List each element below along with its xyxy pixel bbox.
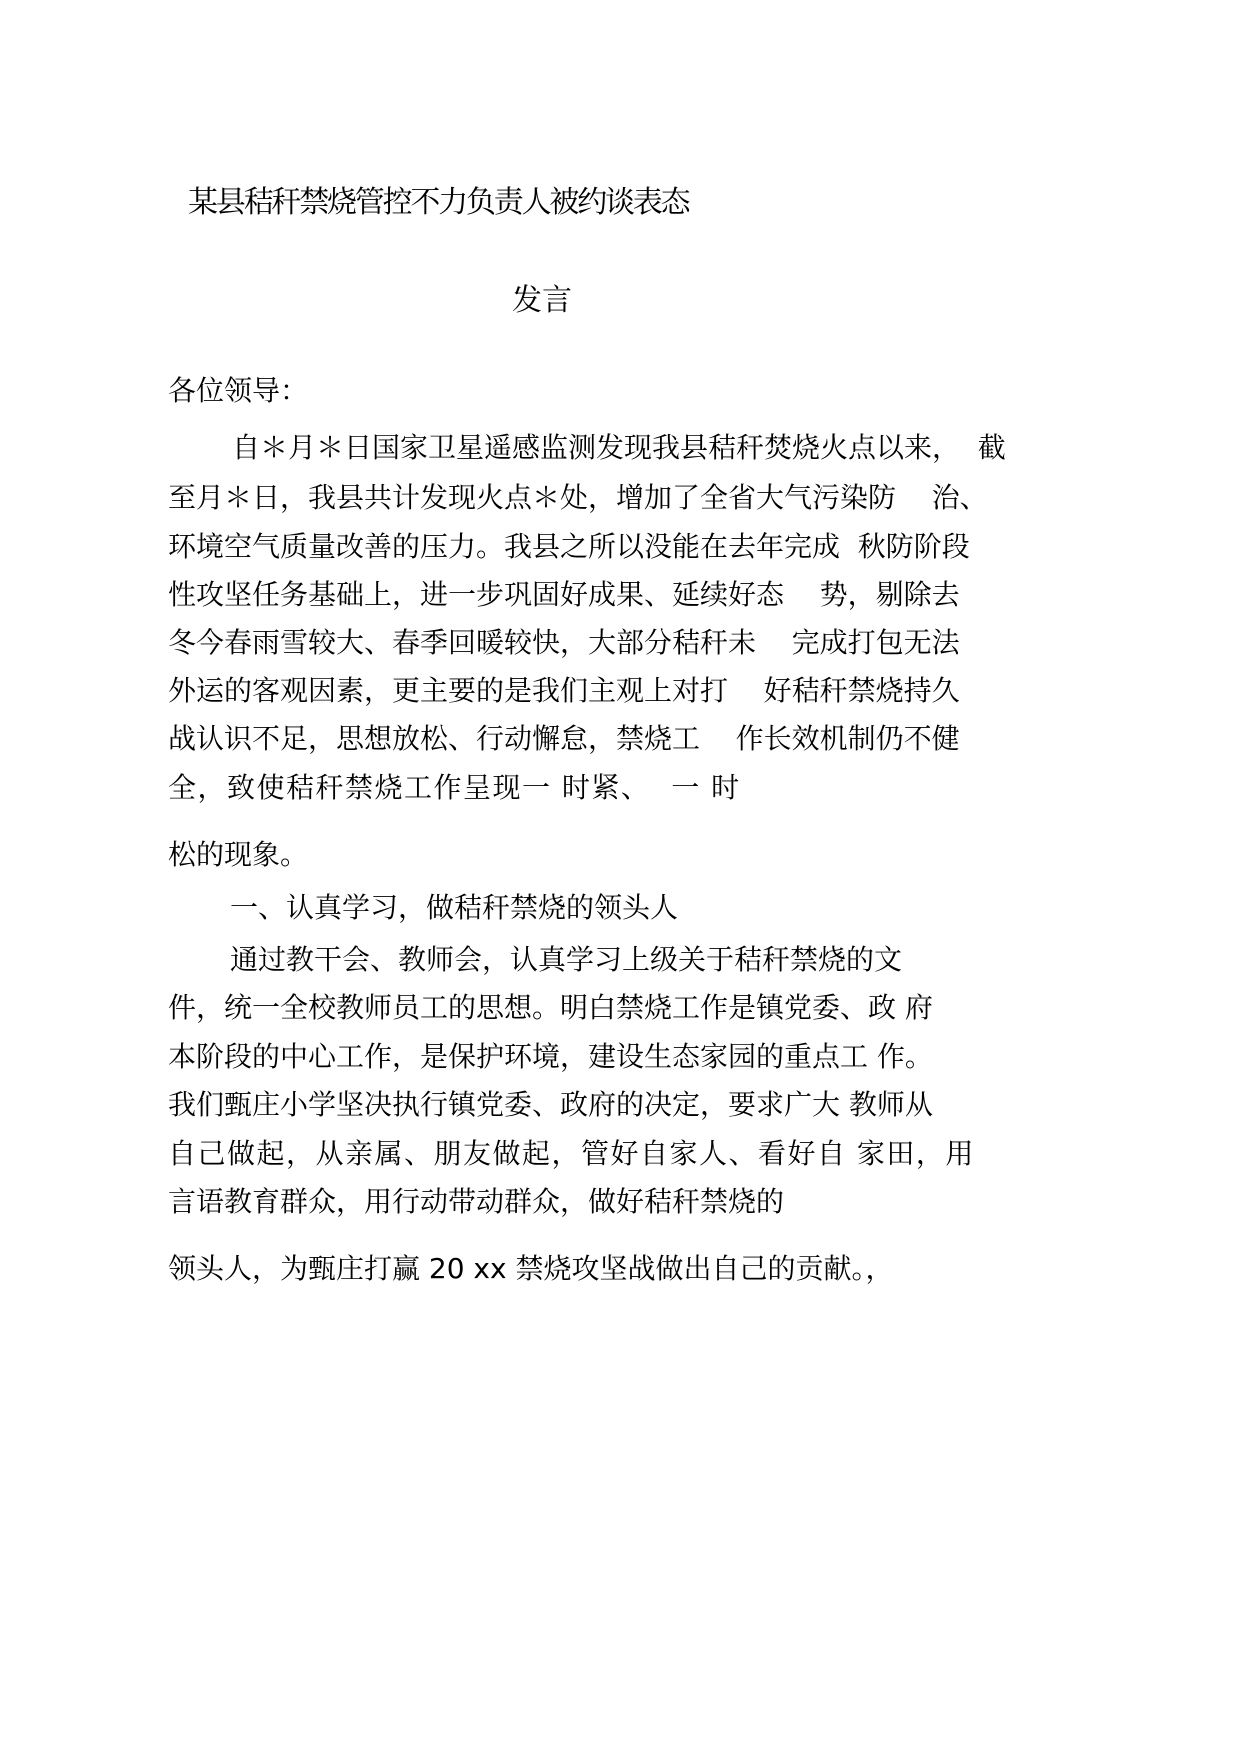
paragraph-line: 战认识不足，思想放松、行动懈怠，禁烧工 作长效机制仍不健	[168, 722, 960, 755]
section-heading: 一、认真学习，做秸秆禁烧的领头人	[230, 891, 679, 924]
paragraph-line: 松的现象。	[168, 838, 309, 871]
paragraph-line: 外运的客观因素，更主要的是我们主观上对打 好秸秆禁烧持久	[168, 674, 960, 707]
paragraph-line: 自己做起，从亲属、朋友做起，管好自家人、看好自 家田，用	[168, 1137, 975, 1170]
salutation: 各位领导：	[168, 374, 309, 407]
paragraph-line: 领头人，为甄庄打赢 20 xx 禁烧攻坚战做出自己的贡献。，	[168, 1252, 894, 1285]
paragraph-line: 言语教育群众，用行动带动群众，做好秸秆禁烧的	[168, 1185, 785, 1218]
paragraph-line: 性攻坚任务基础上，进一步巩固好成果、延续好态 势，剔除去	[168, 578, 960, 611]
paragraph-line: 通过教干会、教师会，认真学习上级关于秸秆禁烧的文	[230, 943, 903, 976]
paragraph-line: 自＊月＊日国家卫星遥感监测发现我县秸秆焚烧火点以来， 截	[232, 431, 1006, 464]
paragraph-line: 全，致使秸秆禁烧工作呈现一 时紧、 一 时	[168, 771, 741, 804]
paragraph-line: 件，统一全校教师员工的思想。明白禁烧工作是镇党委、政 府	[168, 991, 933, 1024]
document-title-continued: 发言	[512, 283, 572, 318]
paragraph-line: 至月＊日，我县共计发现火点＊处，增加了全省大气污染防 治、	[168, 481, 988, 514]
paragraph-line: 冬今春雨雪较大、春季回暖较快，大部分秸秆未 完成打包无法	[168, 626, 960, 659]
document-title: 某县秸秆禁烧管控不力负责人被约谈表态	[188, 185, 689, 220]
paragraph-line: 本阶段的中心工作，是保护环境，建设生态家园的重点工 作。	[168, 1040, 933, 1073]
paragraph-line: 我们甄庄小学坚决执行镇党委、政府的决定，要求广大 教师从	[168, 1088, 933, 1121]
paragraph-line: 环境空气质量改善的压力。我县之所以没能在去年完成 秋防阶段	[168, 530, 970, 563]
